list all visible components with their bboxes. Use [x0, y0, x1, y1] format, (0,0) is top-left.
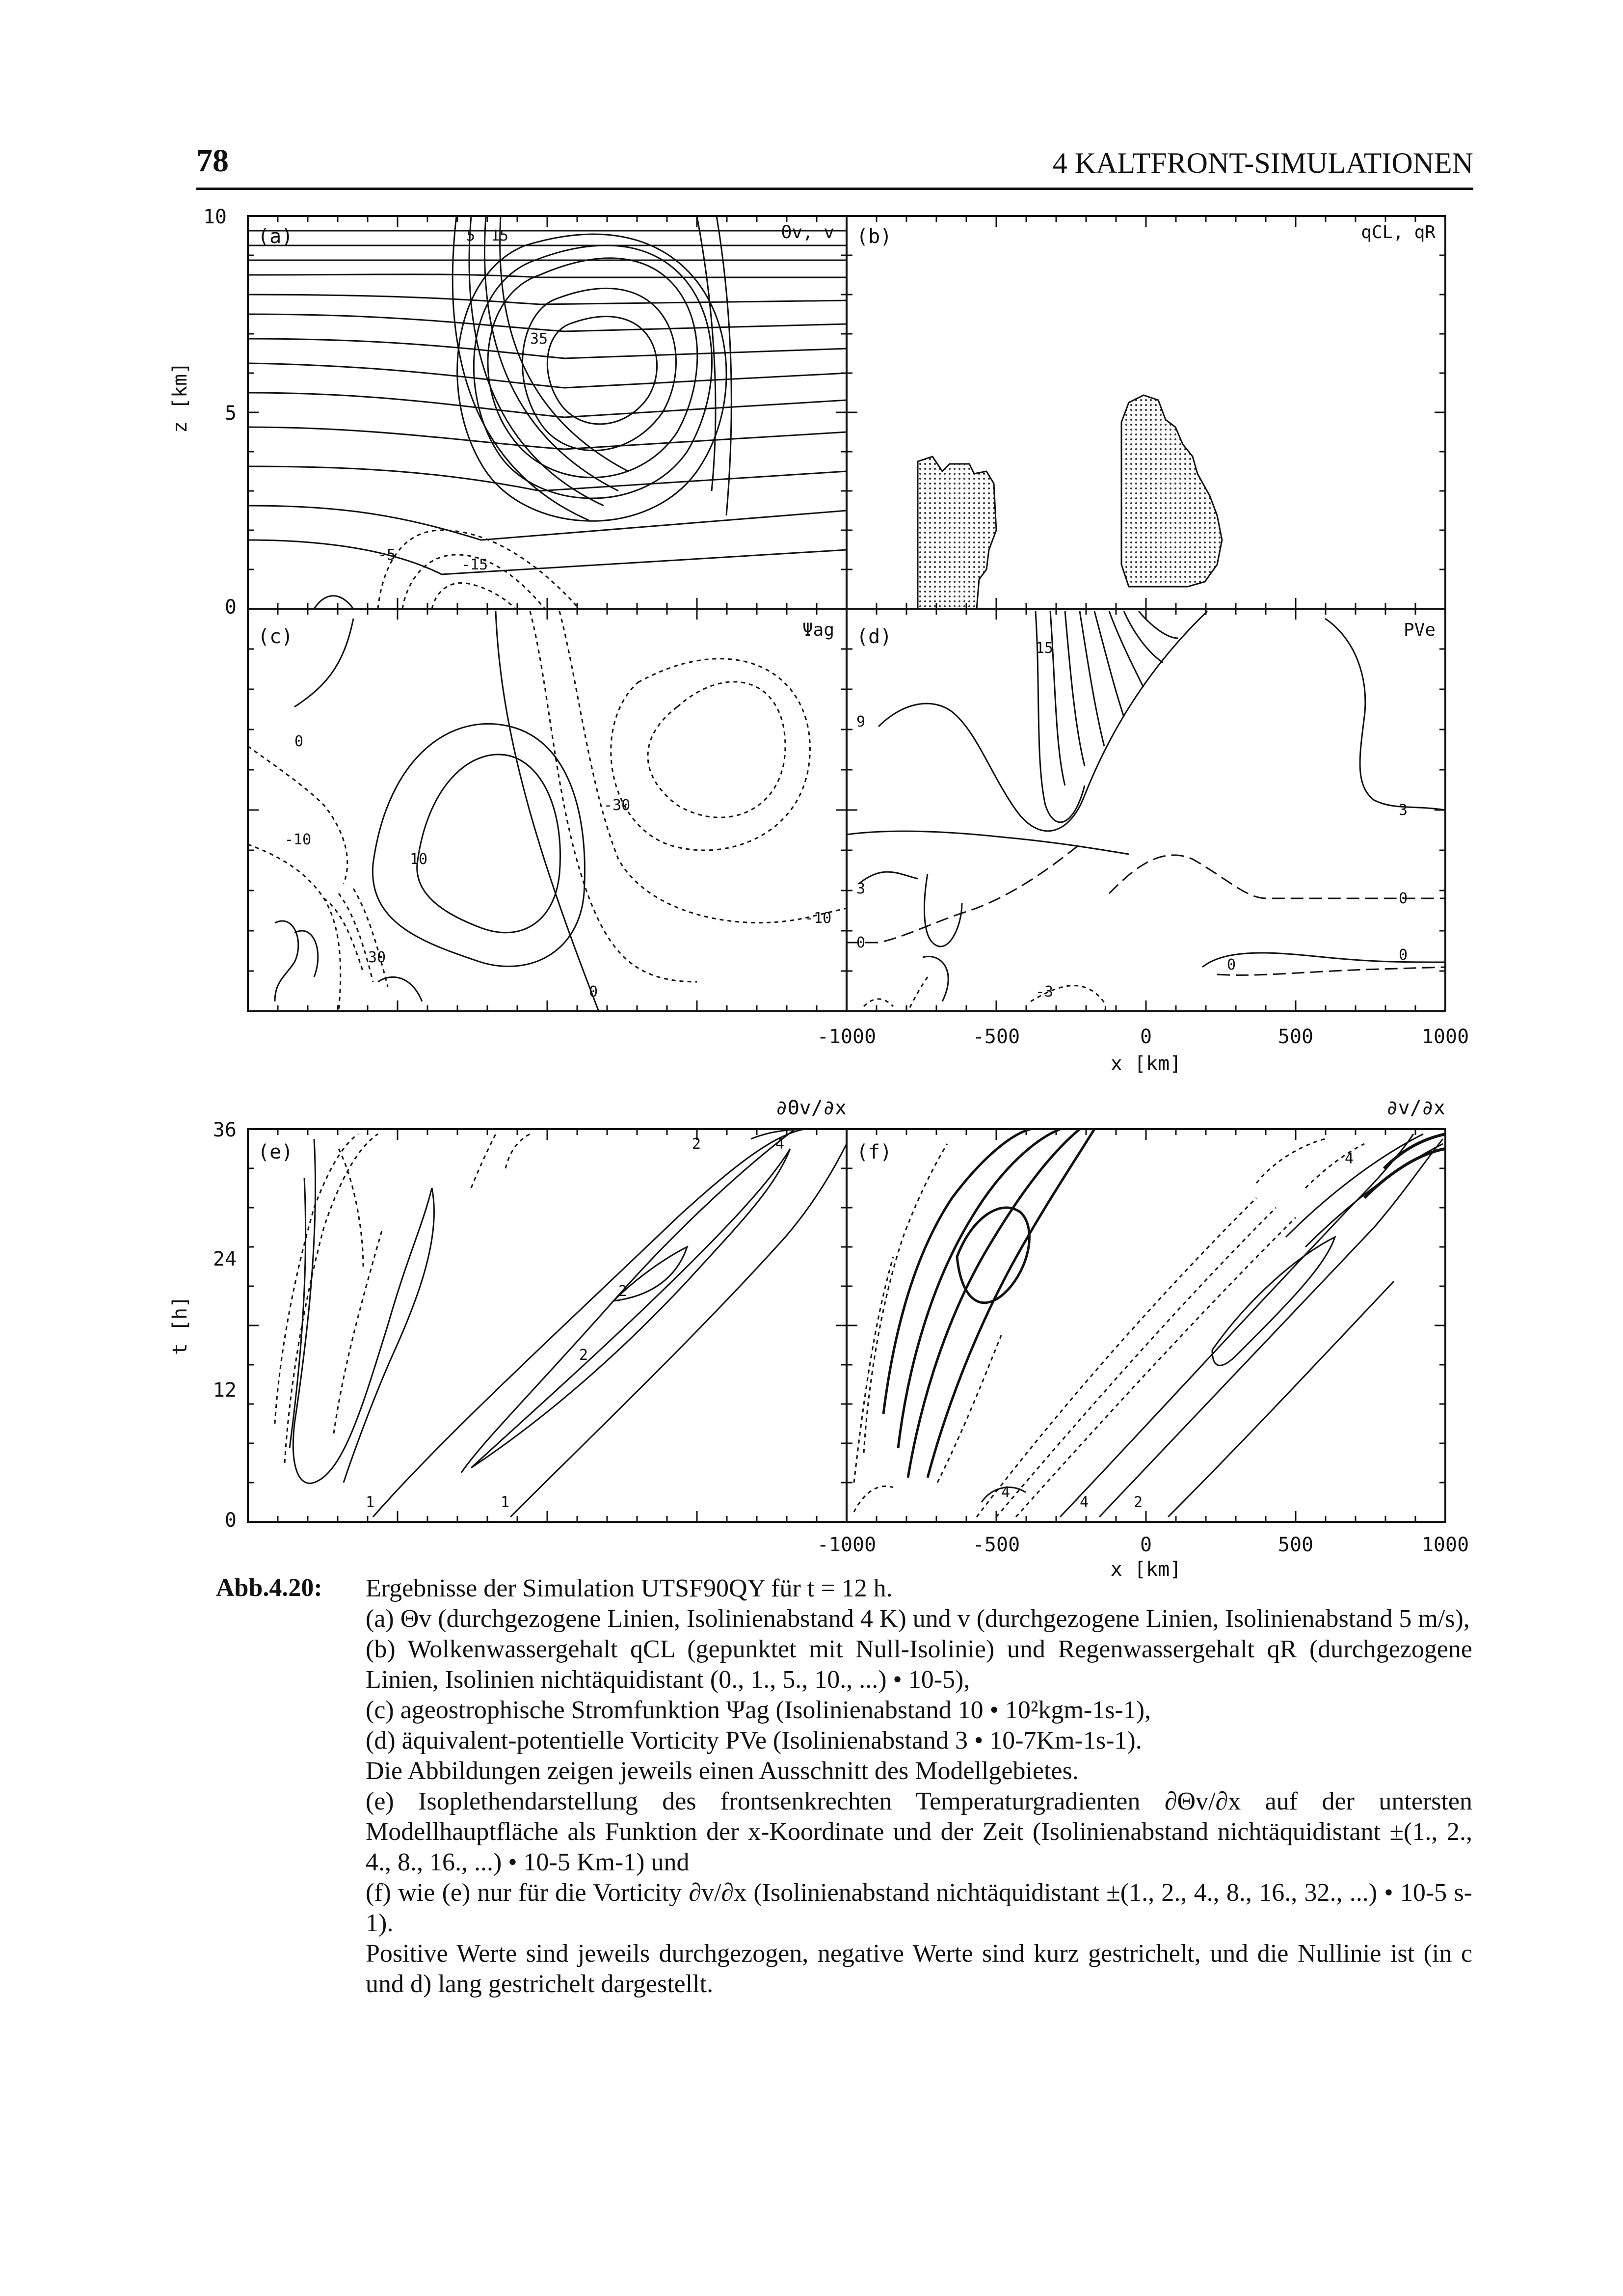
- frame-e: [248, 1129, 847, 1522]
- contour-label: 10: [410, 851, 428, 868]
- contour-label: 4: [1001, 1484, 1011, 1501]
- contour-label: -5: [378, 546, 396, 564]
- x-tick: 0: [1140, 1026, 1152, 1048]
- x-tick: -1000: [817, 1534, 877, 1556]
- contour-label: 2: [579, 1347, 588, 1364]
- contour-label: 0: [589, 983, 598, 1000]
- contour-label: 4: [775, 1135, 785, 1153]
- panel-b-tag: (b): [856, 225, 892, 248]
- contour-label: 15: [491, 227, 509, 244]
- panel-a-tag: (a): [258, 225, 293, 248]
- contour-label: 15: [1036, 640, 1054, 657]
- z-tick: 10: [203, 206, 227, 228]
- caption-line: Die Abbildungen zeigen jeweils einen Ausschnitt des Modellgebietes.: [366, 1757, 1079, 1785]
- contour-label: 0: [1399, 890, 1408, 907]
- z-axis-label: z [km]: [169, 362, 191, 433]
- t-tick: 24: [213, 1248, 237, 1270]
- contour-label: 0: [294, 733, 304, 750]
- panel-c-variable: Ψag: [802, 620, 834, 640]
- t-tick: 12: [213, 1379, 237, 1402]
- panel-d-variable: PVe: [1403, 620, 1436, 640]
- frame-d: [847, 609, 1445, 1011]
- contour-label: 35: [530, 330, 548, 348]
- contour-label: -10: [805, 910, 832, 927]
- panel-b: [918, 395, 1222, 609]
- contour-label: 9: [856, 713, 866, 730]
- panel-c: [248, 611, 847, 1011]
- contour-label: 2: [618, 1283, 628, 1300]
- panel-e-tag: (e): [258, 1141, 293, 1163]
- caption-line: (b) Wolkenwassergehalt qCL (gepunktet mit Null-Isolinie) und Regenwassergehalt qR (durchgezogene Linien, Isolinien nichtäquidistant (0., 1., 5., 10., ...) • 10-5),: [366, 1635, 1472, 1694]
- panel-a-variable: Θv, v: [781, 222, 834, 243]
- caption-label: Abb.4.20:: [216, 1574, 322, 1602]
- contour-label: 3: [1399, 802, 1408, 819]
- x-tick: -500: [972, 1026, 1020, 1048]
- x-tick: 0: [1140, 1534, 1152, 1556]
- panel-f-tag: (f): [856, 1141, 892, 1163]
- contour-label: -30: [604, 797, 631, 814]
- contour-label: 4: [1345, 1150, 1354, 1167]
- x-tick: 500: [1277, 1026, 1314, 1048]
- x-tick: -1000: [817, 1026, 877, 1048]
- page-number: 78: [196, 143, 229, 179]
- panel-d-tag: (d): [856, 625, 892, 648]
- caption-line: (d) äquivalent-potentielle Vorticity PVe (Isolinienabstand 3 • 10-7Km-1s-1).: [366, 1727, 1142, 1755]
- x-tick: 500: [1277, 1534, 1314, 1556]
- contour-label: 0: [856, 934, 866, 951]
- chapter-title: 4 KALTFRONT-SIMULATIONEN: [1052, 147, 1473, 179]
- frame-f: [847, 1129, 1445, 1522]
- contour-label: -3: [1036, 983, 1054, 1000]
- contour-label: 4: [1080, 1494, 1089, 1511]
- caption-text: [366, 1573, 1472, 1999]
- contour-label: -10: [285, 831, 312, 848]
- contour-label: 2: [692, 1135, 701, 1153]
- panel-d: [847, 611, 1445, 1011]
- z-tick: 0: [224, 596, 237, 619]
- x-tick: -500: [972, 1534, 1020, 1556]
- caption-line: Positive Werte sind jeweils durchgezogen, negative Werte sind kurz gestrichelt, und die Nullinie ist (in c und d) lang gestrichelt dargestellt.: [366, 1940, 1472, 1998]
- caption-line: Ergebnisse der Simulation UTSF90QY für t = 12 h.: [366, 1574, 893, 1602]
- contour-label: 2: [1134, 1494, 1143, 1511]
- z-tick: 5: [224, 402, 237, 425]
- caption-line: (c) ageostrophische Stromfunktion Ψag (Isolinienabstand 10 • 10²kgm-1s-1),: [366, 1696, 1151, 1724]
- contour-label: 30: [368, 949, 386, 966]
- contour-label: 1: [501, 1494, 510, 1511]
- x-axis-label: x [km]: [1110, 1558, 1182, 1581]
- t-axis-label: t [h]: [169, 1296, 191, 1355]
- caption-line: (f) wie (e) nur für die Vorticity ∂v/∂x (Isolinienabstand nichtäquidistant ±(1., 2., 4., 8., 16., 32., ...) • 10-5 s-1).: [366, 1879, 1472, 1937]
- panel-b-variable: qCL, qR: [1361, 222, 1436, 243]
- contour-label: 5: [466, 227, 476, 244]
- panel-e: [275, 1129, 847, 1517]
- contour-label: 0: [1399, 946, 1408, 964]
- x-tick: 1000: [1421, 1026, 1469, 1048]
- caption-line: (a) Θv (durchgezogene Linien, Isolinienabstand 4 K) und v (durchgezogene Linien, Isolinienabstand 5 m/s),: [366, 1605, 1470, 1633]
- t-tick: 0: [224, 1509, 237, 1532]
- panel-f-variable: ∂v/∂x: [1386, 1097, 1445, 1119]
- panel-e-variable: ∂Θv/∂x: [775, 1097, 847, 1119]
- t-tick: 36: [213, 1119, 237, 1141]
- panel-f-contour-labels: [1001, 1150, 1354, 1511]
- contour-label: 0: [1227, 956, 1236, 973]
- panel-e-contour-labels: [366, 1135, 784, 1511]
- contour-label: 1: [366, 1494, 375, 1511]
- panel-a: [248, 216, 847, 609]
- panel-c-tag: (c): [258, 625, 293, 648]
- frame-c: [248, 609, 847, 1011]
- contour-label: -15: [461, 556, 488, 573]
- x-axis-label: x [km]: [1110, 1053, 1182, 1075]
- contour-label: 3: [856, 880, 866, 897]
- caption-line: (e) Isoplethendarstellung des frontsenkrechten Temperaturgradienten ∂Θv/∂x auf der untersten Modellhauptfläche als Funktion der x-Koordinate und der Zeit (Isolinienabstand nichtäquidistant ±(1., 2., 4., 8., 16., ...) • 10-5 Km-1) und: [366, 1787, 1472, 1876]
- panel-f: [854, 1129, 1445, 1517]
- x-tick: 1000: [1421, 1534, 1469, 1556]
